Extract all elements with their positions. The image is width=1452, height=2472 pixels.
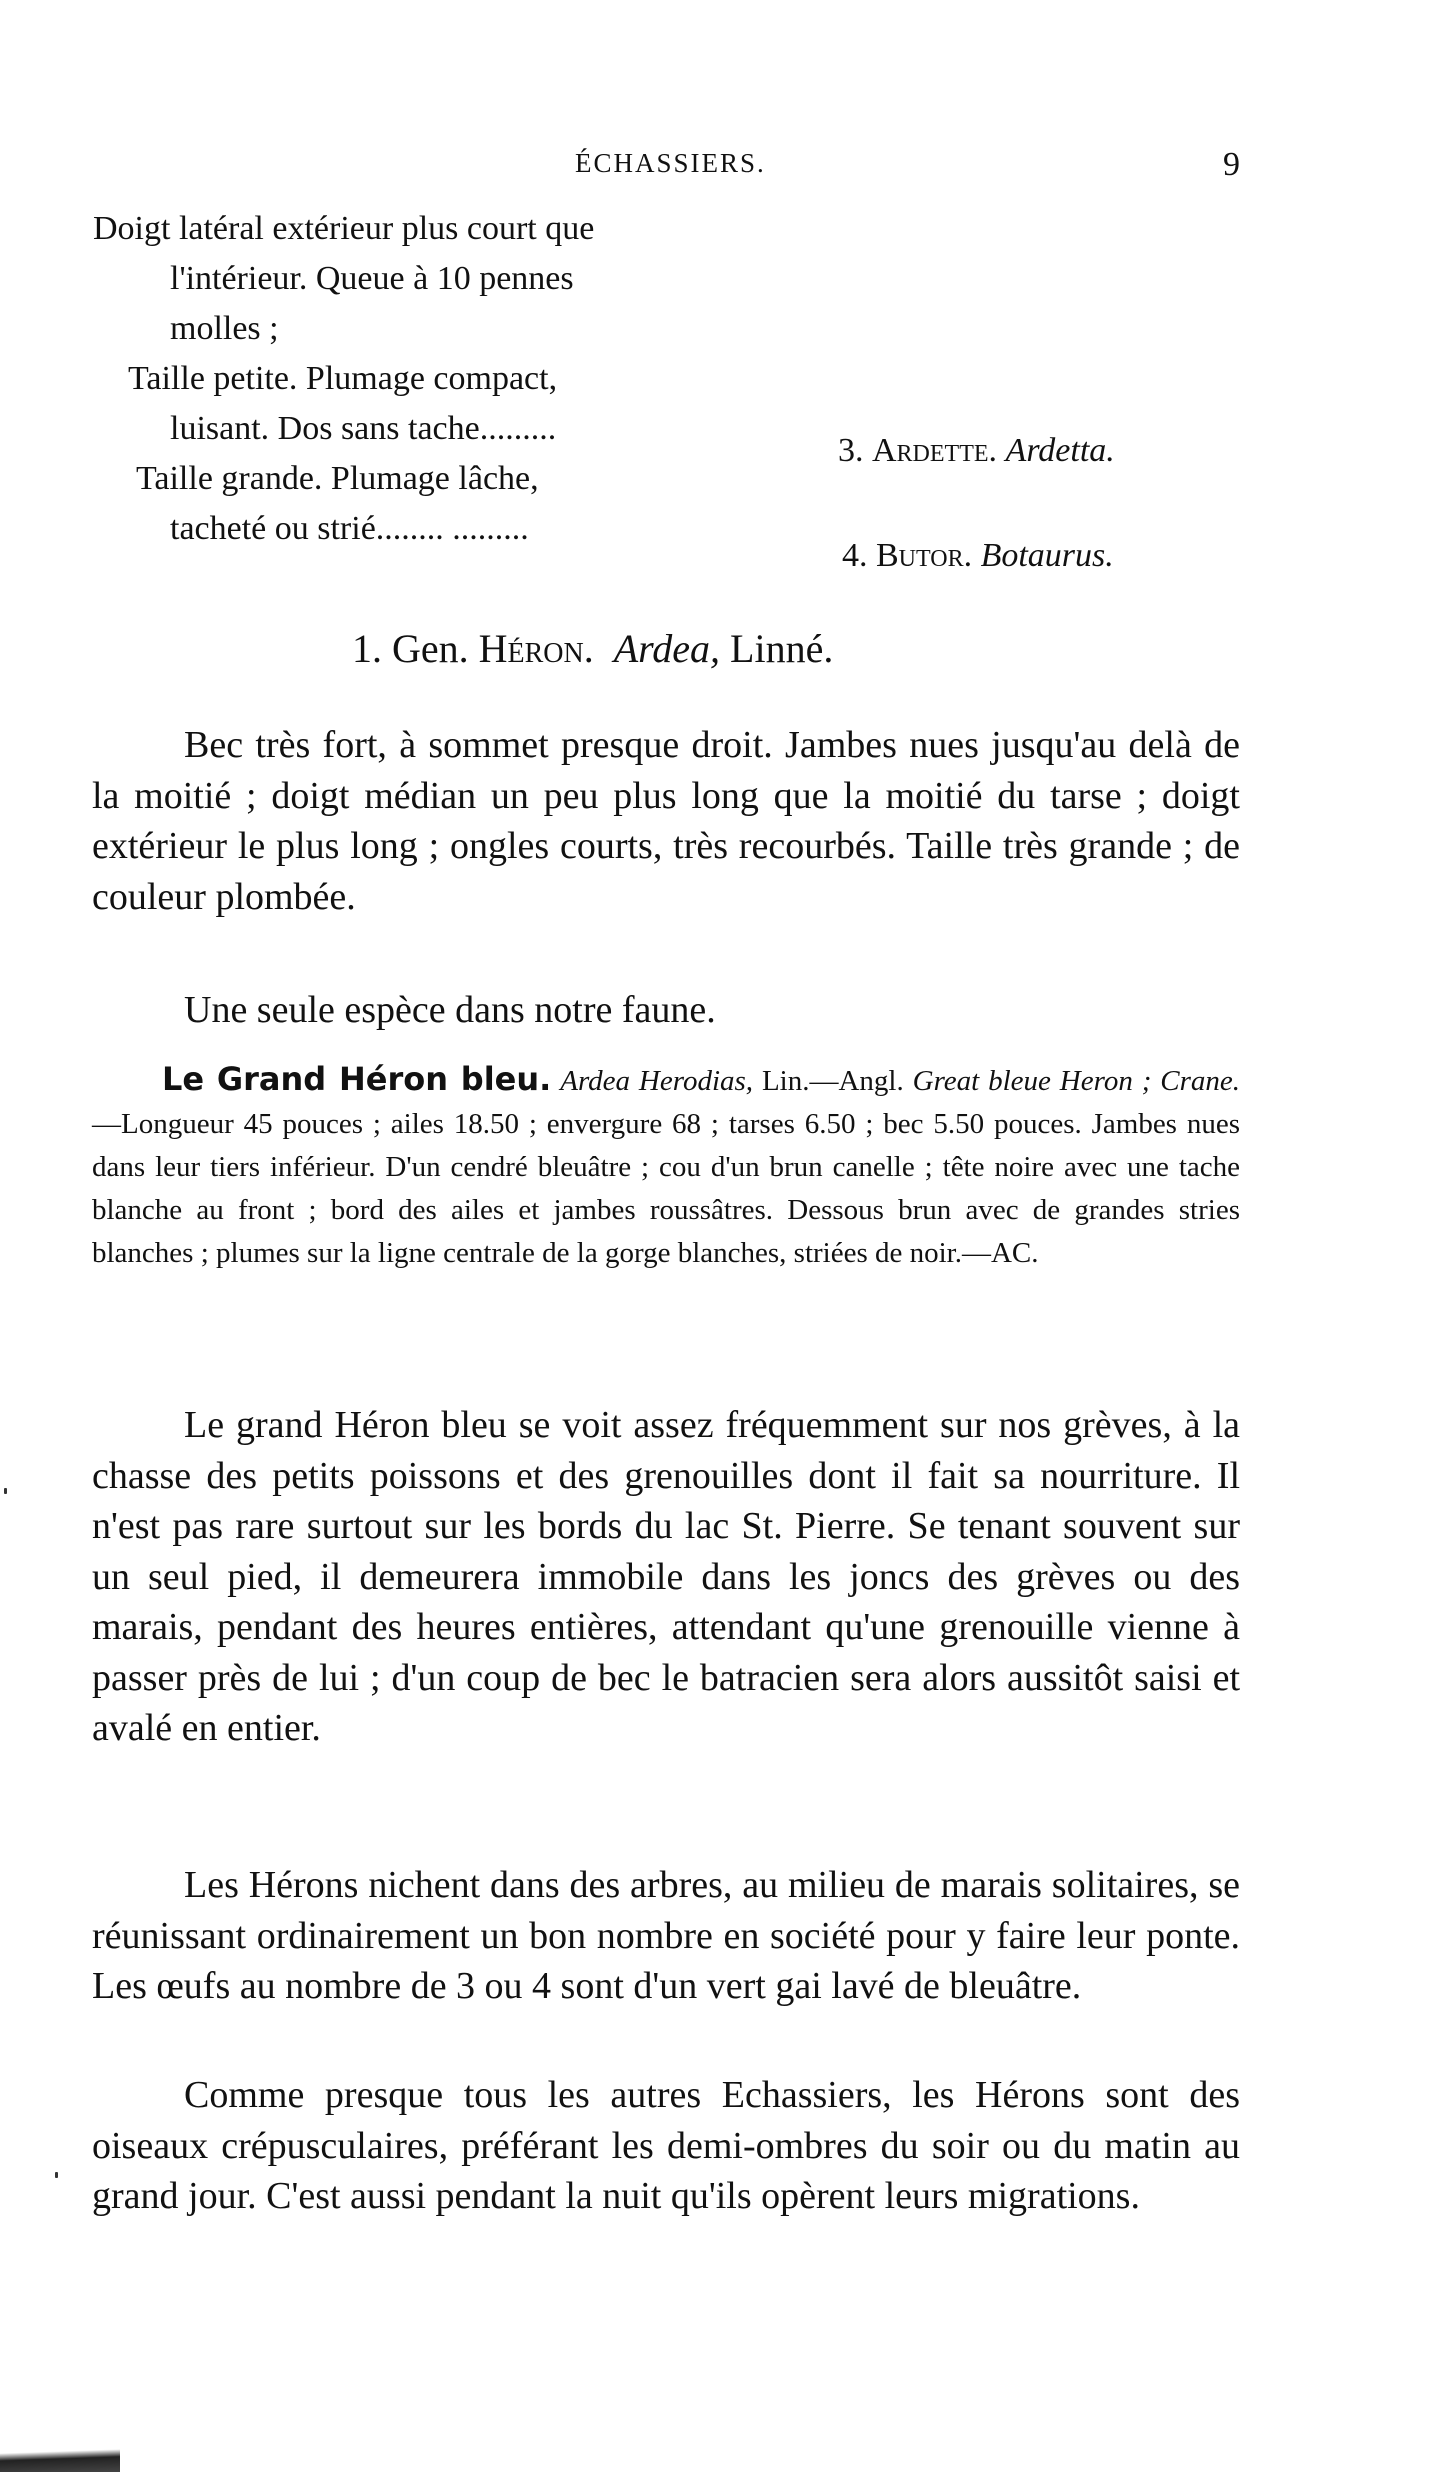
- key-line-6: Taille grande. Plumage lâche,: [136, 460, 539, 497]
- key-result-name: Butor.: [876, 537, 973, 574]
- genus-heading: [352, 625, 833, 672]
- genus-latin: Ardea,: [613, 626, 721, 671]
- habits-paragraph: Le grand Héron bleu se voit assez fréquemment sur nos grèves, à la chasse des petits poissons et des grenouilles dont il fait sa nourriture. Il n'est pas rare surtout sur les bords du lac St. Pierre. Se tenant souvent sur un seul pied, il demeurera immobile dans les joncs des grèves ou des marais, pendant des heures entières, attendant qu'une grenouille vienne à passer près de lui ; d'un coup de bec le batracien sera alors aussitôt saisi et avalé en entier.: [92, 1404, 1240, 1749]
- key-result-butor: [842, 537, 1114, 575]
- species-english: Great bleue Heron ; Crane.: [912, 1065, 1241, 1097]
- page-edge-shadow: [0, 2438, 120, 2472]
- nesting-paragraph: Les Hérons nichent dans des arbres, au milieu de marais solitaires, se réunissant ordinairement un bon nombre en société pour y faire leur ponte. Les œufs au nombre de 3 ou 4 sont d'un vert gai lavé de bleuâtre.: [92, 1864, 1240, 2007]
- key-result-latin: Botaurus.: [980, 537, 1114, 574]
- species-details: —Longueur 45 pouces ; ailes 18.50 ; envergure 68 ; tarses 6.50 ; bec 5.50 pouces. Jambes nues dans leur tiers inférieur. D'un cendré bleuâtre ; cou d'un brun canelle ; tête noire avec une tache blanche au front ; bord des ailes et jambes roussâtres. Dessous brun avec de grandes stries blanches ; plumes sur la ligne centrale de la gorge blanches, striées de noir.—AC.: [92, 1108, 1240, 1269]
- key-line-2: l'intérieur. Queue à 10 pennes: [170, 260, 574, 297]
- genus-number: 1.: [352, 626, 382, 671]
- key-result-number: 4.: [842, 537, 868, 574]
- species-latin: Ardea Herodias,: [560, 1065, 754, 1097]
- scan-speck: [4, 1488, 7, 1494]
- key-result-number: 3.: [838, 432, 864, 469]
- genus-description: Bec très fort, à sommet presque droit. Jambes nues jusqu'au delà de la moitié ; doigt médian un peu plus long que la moitié du tarse ; doigt extérieur le plus long ; ongles courts, très recourbés. Taille très grande ; de couleur plombée.: [92, 724, 1240, 918]
- single-species-note: Une seule espèce dans notre faune.: [184, 989, 716, 1031]
- genus-name: Héron.: [478, 626, 594, 671]
- species-name: Le Grand Héron bleu.: [162, 1060, 552, 1098]
- key-result-latin: Ardetta.: [1005, 432, 1115, 469]
- scan-speck: [55, 2172, 58, 2178]
- migration-paragraph: Comme presque tous les autres Echassiers, les Hérons sont des oiseaux crépusculaires, préférant les demi-ombres du soir ou du matin au grand jour. C'est aussi pendant la nuit qu'ils opèrent leurs migrations.: [92, 2074, 1240, 2217]
- key-line-3: molles ;: [170, 310, 279, 347]
- genus-label: Gen.: [392, 626, 469, 671]
- species-author: Lin.—Angl.: [761, 1065, 904, 1097]
- key-line-4: Taille petite. Plumage compact,: [128, 360, 558, 397]
- key-result-ardette: [838, 432, 1115, 470]
- species-entry: [92, 1058, 1240, 1275]
- key-result-name: Ardette.: [872, 432, 998, 469]
- key-line-5: luisant. Dos sans tache.........: [170, 410, 557, 447]
- key-line-7: tacheté ou strié........ .........: [170, 510, 529, 547]
- genus-author: Linné.: [730, 626, 834, 671]
- key-line-1: Doigt latéral extérieur plus court que: [93, 210, 595, 247]
- running-head: ÉCHASSIERS.: [575, 148, 766, 178]
- page-number: 9: [1223, 146, 1240, 183]
